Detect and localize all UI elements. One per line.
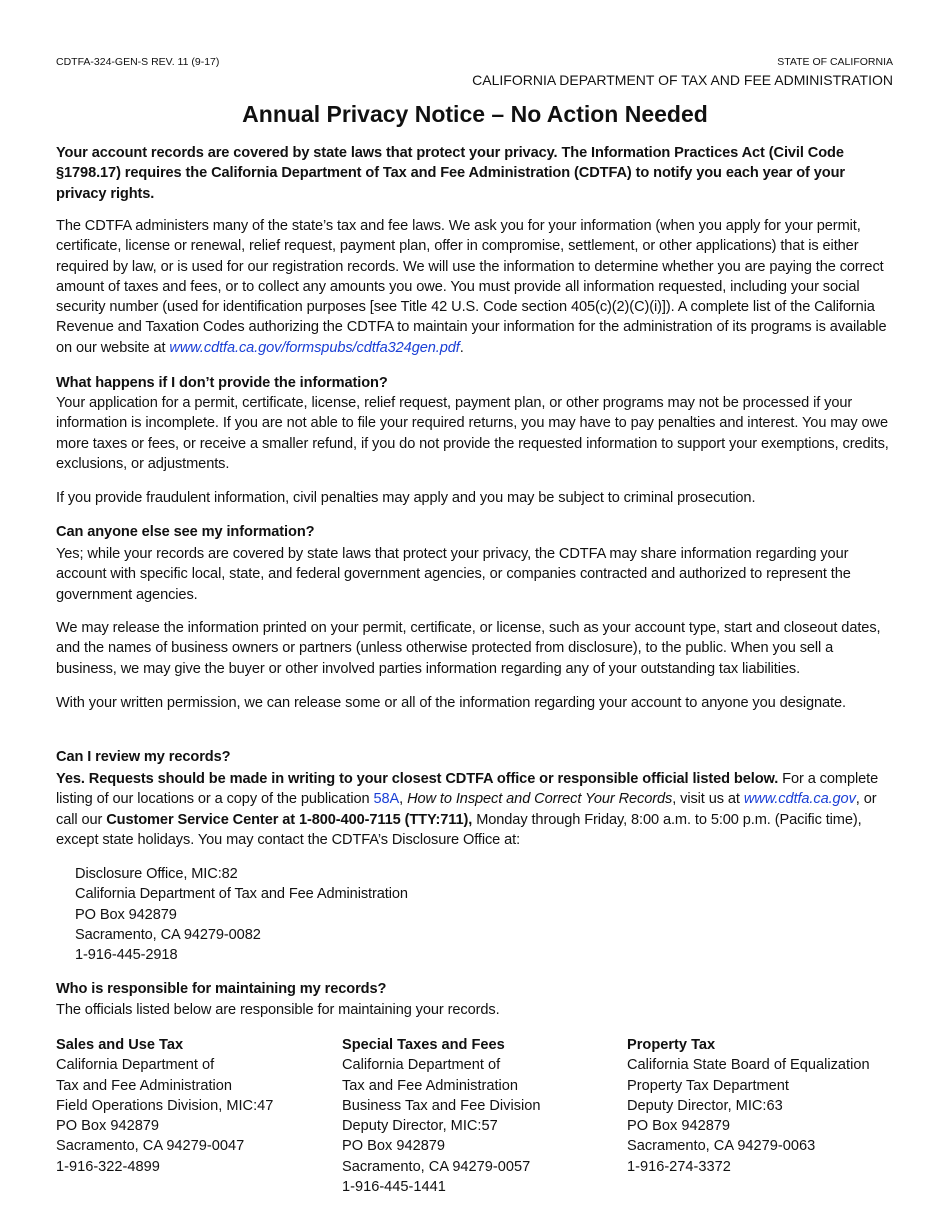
official-line: Tax and Fee Administration <box>56 1077 233 1094</box>
official-line: Field Operations Division, MIC:47 <box>56 1097 274 1114</box>
official-title: Special Taxes and Fees <box>342 1037 505 1053</box>
page-title: Annual Privacy Notice – No Action Needed <box>242 101 708 127</box>
official-sales-use-tax <box>56 1035 273 1177</box>
official-line: 1-916-274-3372 <box>627 1158 731 1175</box>
official-line: California Department of <box>342 1057 501 1074</box>
text: Yes. Requests should be made in writing to your closest CDTFA office or responsible official listed below. <box>56 771 779 787</box>
heading-review: Can I review my records? <box>56 749 231 765</box>
text: , <box>399 791 408 808</box>
text: For a complete listing of our locations or a copy of the publication <box>56 771 879 808</box>
official-line: Deputy Director, MIC:63 <box>627 1097 783 1114</box>
official-line: Sacramento, CA 94279-0063 <box>627 1138 816 1155</box>
official-line: PO Box 942879 <box>56 1118 160 1135</box>
address-line: PO Box 942879 <box>75 906 177 923</box>
disclosure-address <box>75 864 915 965</box>
paragraph-share: Yes; while your records are covered by state laws that protect your privacy, the CDTFA may share information regarding your account with specific local, state, and federal government agencies, or companies contracted and authorized to represent the government agencies. <box>56 546 851 603</box>
publication-title: How to Inspect and Correct Your Records <box>407 791 673 808</box>
customer-service: Customer Service Center at 1-800-400-7115 (TTY:711), <box>106 811 473 828</box>
text: The CDTFA administers many of the state’s tax and fee laws. We ask you for your information (when you apply for your permit, certificate, license or renewal, relief request, payment plan, offer in compromise, settlement, or other applications) that is either required by law, or is used for our registration records. We will use the information to determine whether you are paying the correct amount of taxes and fees, or to collect any amounts you owe. You must provide all information requested, including your social security number (used for identification purposes [see Title 42 U.S. Code section 405(c)(2)(C)(i)]). A complete list of the California Revenue and Taxation Codes authorizing the CDTFA to maintain your information for the administration of its programs is available on our website at <box>56 218 887 356</box>
official-line: Business Tax and Fee Division <box>342 1097 541 1114</box>
paragraph-not-provide: Your application for a permit, certificate, license, relief request, payment plan, or other programs may not be processed if your information is incomplete. If you are not able to file your required returns, you may have to pay penalties and interest. You may owe more taxes or fees, or receive a smaller refund, if you do not provide the requested information to support your exemptions, credits, exclusions, or adjustments. <box>56 395 889 472</box>
paragraph-purpose <box>56 216 896 358</box>
state-label: STATE OF CALIFORNIA <box>777 56 893 68</box>
paragraph-responsible: The officials listed below are responsible for maintaining your records. <box>56 1002 500 1018</box>
text: , visit us at <box>672 791 744 808</box>
website-link[interactable]: www.cdtfa.ca.gov <box>743 791 856 808</box>
official-line: Deputy Director, MIC:57 <box>342 1118 498 1135</box>
official-line: California Department of <box>56 1057 215 1074</box>
form-id: CDTFA-324-GEN-S REV. 11 (9-17) <box>56 56 220 68</box>
paragraph-fraud: If you provide fraudulent information, civil penalties may apply and you may be subject to criminal prosecution. <box>56 490 756 506</box>
paragraph-review <box>56 769 896 850</box>
official-line: 1-916-322-4899 <box>56 1158 160 1175</box>
publication-58a-link[interactable]: 58A <box>373 791 400 808</box>
forms-link[interactable]: www.cdtfa.ca.gov/formspubs/cdtfa324gen.pdf <box>169 339 460 356</box>
official-title: Sales and Use Tax <box>56 1037 184 1053</box>
heading-see-info: Can anyone else see my information? <box>56 524 315 540</box>
address-line: Disclosure Office, MIC:82 <box>75 866 238 882</box>
address-line: Sacramento, CA 94279-0082 <box>75 926 261 943</box>
text: , or call our <box>56 791 877 828</box>
paragraph-permission: With your written permission, we can release some or all of the information regarding your account to anyone you designate. <box>56 695 846 711</box>
official-line: PO Box 942879 <box>342 1138 446 1155</box>
official-line: Property Tax Department <box>627 1077 789 1094</box>
official-title: Property Tax <box>627 1037 716 1053</box>
heading-not-provide: What happens if I don’t provide the information? <box>56 375 388 391</box>
address-line: California Department of Tax and Fee Administration <box>75 886 408 903</box>
official-line: California State Board of Equalization <box>627 1057 870 1074</box>
paragraph-release: We may release the information printed on your permit, certificate, or license, such as your account type, start and closeout dates, and the names of business owners or partners (unless otherwise protected from disclosure), to the public. When you sell a business, we may give the buyer or other involved parties information regarding any of your outstanding tax liabilities. <box>56 620 881 677</box>
official-line: 1-916-445-1441 <box>342 1179 446 1196</box>
heading-responsible: Who is responsible for maintaining my records? <box>56 981 387 997</box>
text: Monday through Friday, 8:00 a.m. to 5:00 p.m. (Pacific time), except state holidays. You may contact the CDTFA’s Disclosure Office at: <box>56 811 862 848</box>
official-special-taxes <box>342 1035 540 1197</box>
agency-label: CALIFORNIA DEPARTMENT OF TAX AND FEE ADMINISTRATION <box>472 72 893 88</box>
text: . <box>459 339 464 356</box>
official-line: Sacramento, CA 94279-0047 <box>56 1138 245 1155</box>
official-line: PO Box 942879 <box>627 1118 731 1135</box>
official-line: Sacramento, CA 94279-0057 <box>342 1158 531 1175</box>
intro: Your account records are covered by state laws that protect your privacy. The Information Practices Act (Civil Code §1798.17) requires the California Department of Tax and Fee Administration (CDTFA) to notify you each year of your privacy rights. <box>56 145 845 202</box>
address-line: 1-916-445-2918 <box>75 947 178 964</box>
official-line: Tax and Fee Administration <box>342 1077 519 1094</box>
official-property-tax <box>627 1035 870 1177</box>
